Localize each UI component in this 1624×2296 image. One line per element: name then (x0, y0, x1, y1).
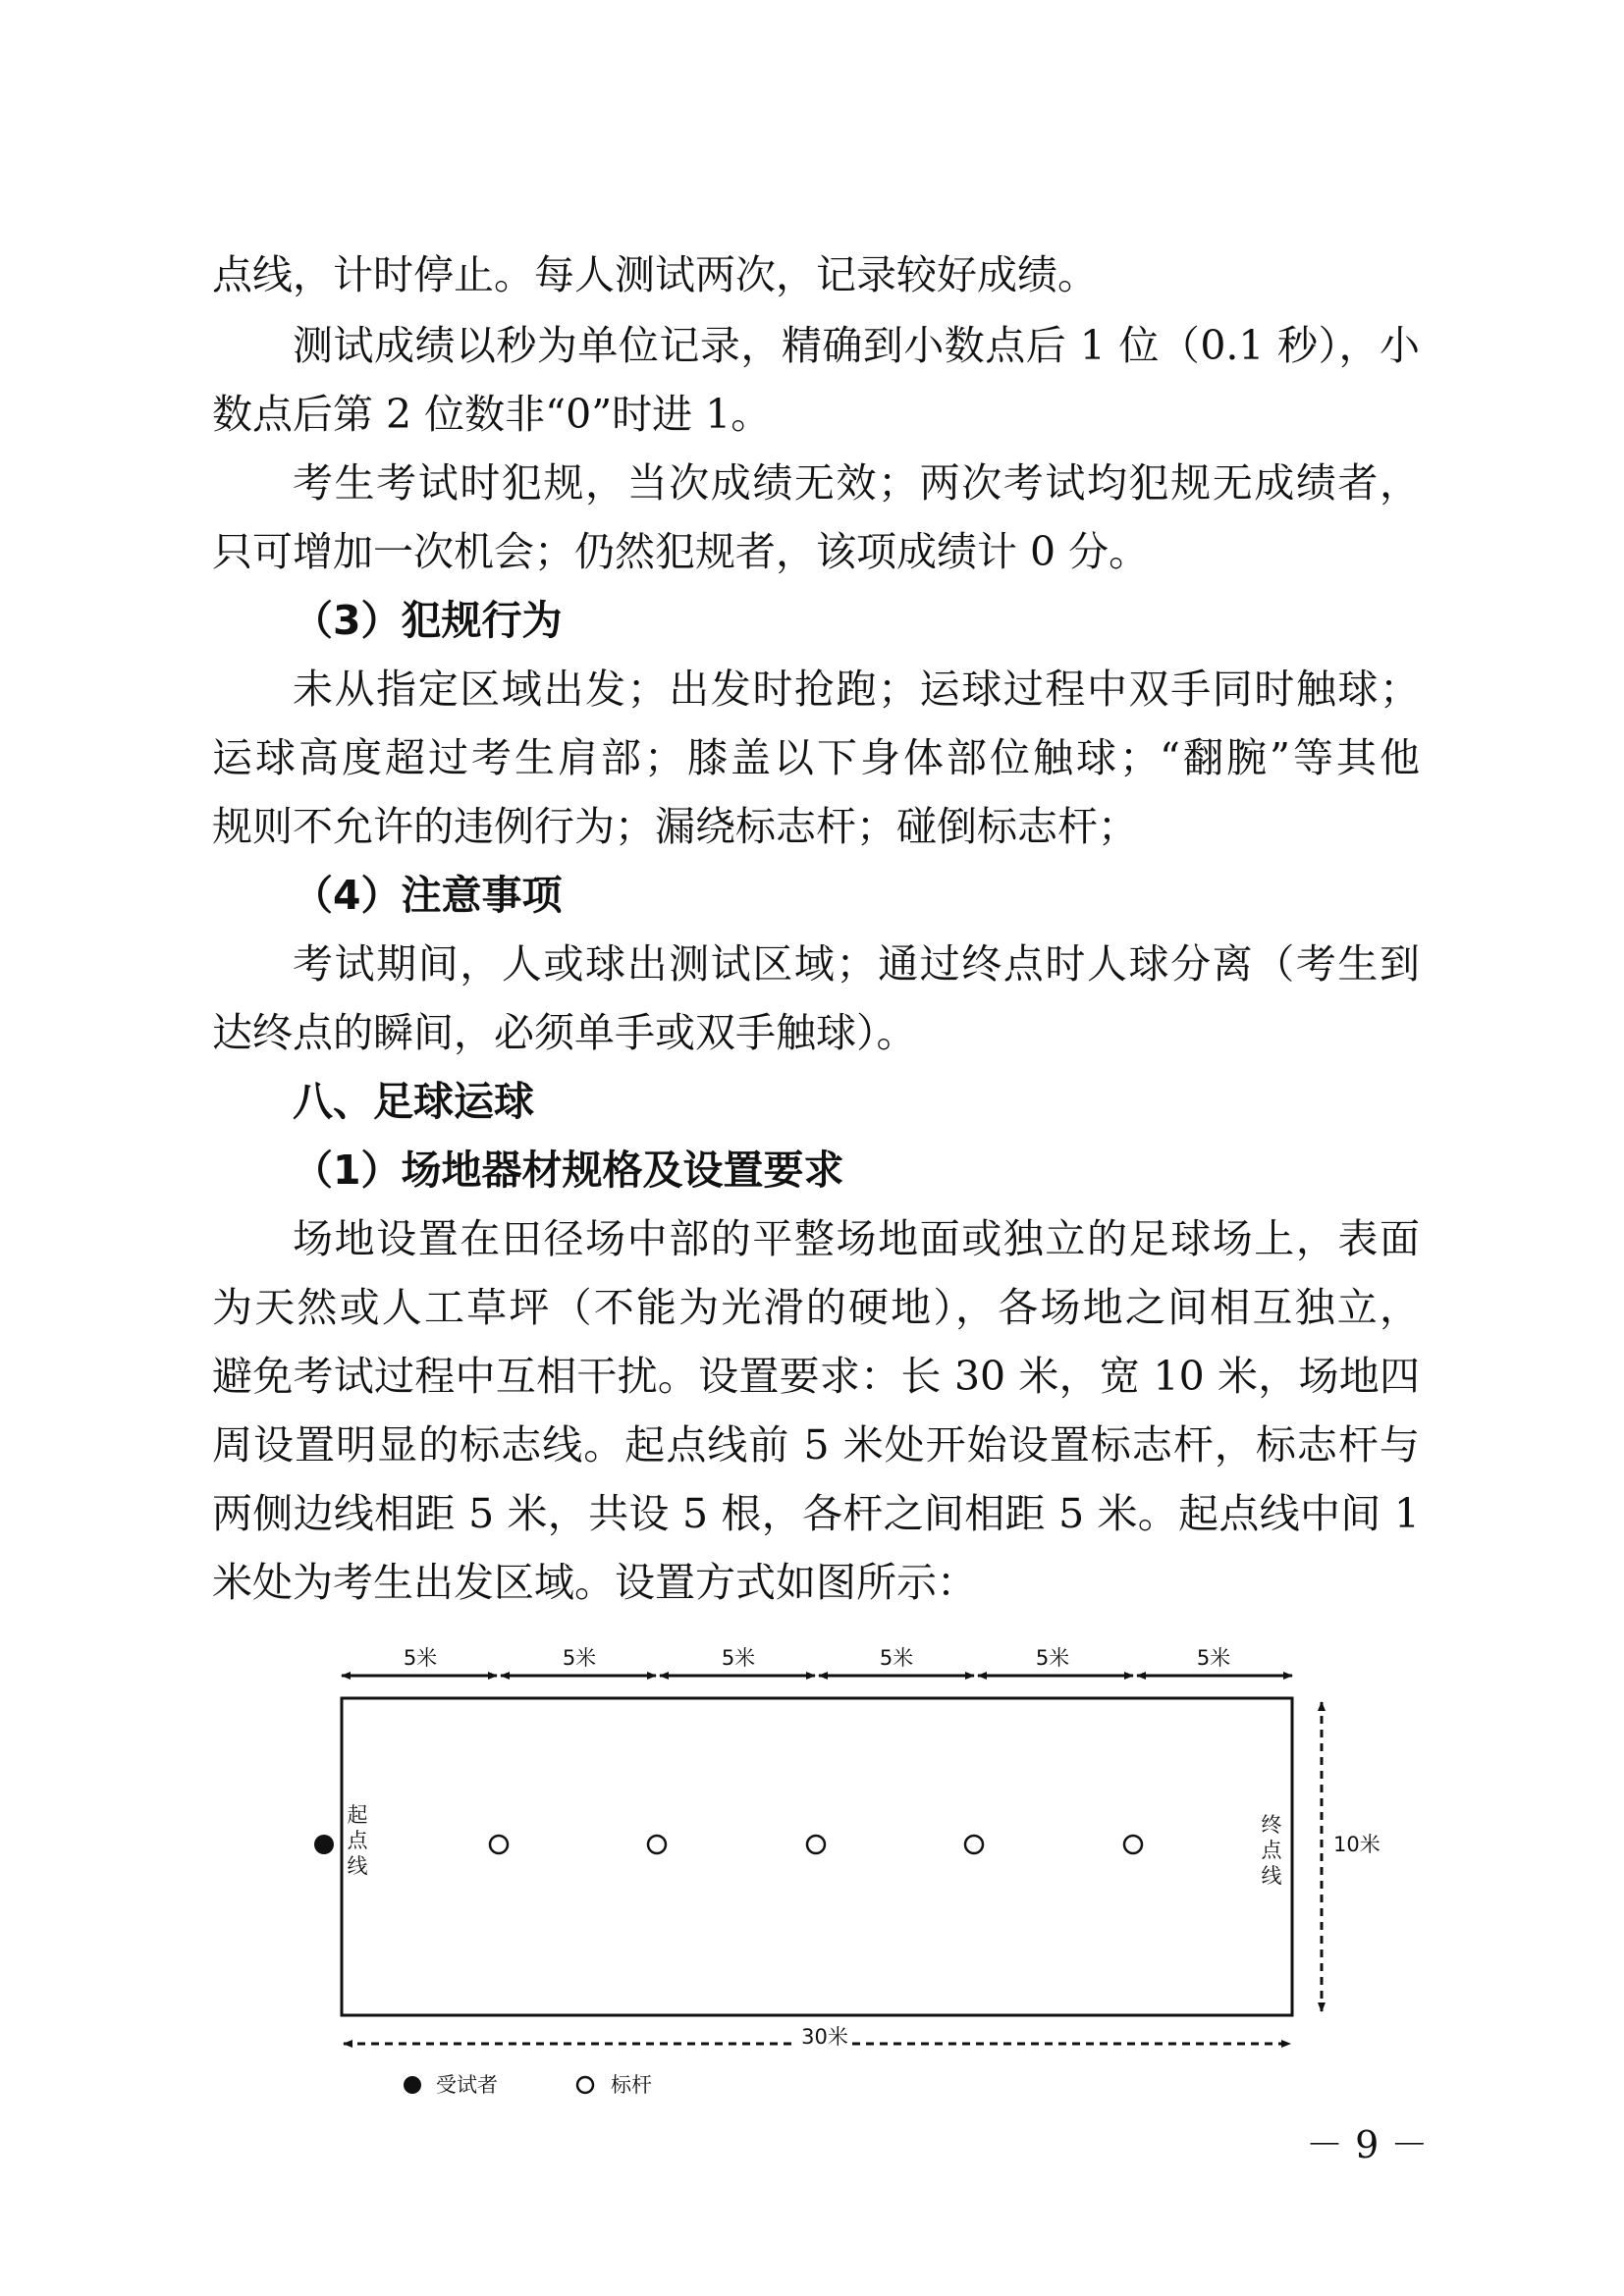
text-line-7: 运球高度超过考生肩部；膝盖以下身体部位触球；“翻腕”等其他 (212, 734, 1420, 781)
pole-5 (1124, 1836, 1142, 1853)
segment-label-3: 5米 (721, 1646, 756, 1670)
pole-1 (490, 1836, 508, 1853)
text-line-5: 只可增加一次机会；仍然犯规者，该项成绩计 0 分。 (212, 528, 1150, 575)
width-label: 10米 (1333, 1833, 1380, 1856)
text-line-1: 点线，计时停止。每人测试两次，记录较好成绩。 (212, 251, 1098, 298)
text-line-16: 米处为考生出发区域。设置方式如图所示： (212, 1559, 977, 1606)
text-line-13: 避免考试过程中互相干扰。设置要求：长 30 米，宽 10 米，场地四 (212, 1353, 1420, 1400)
pole-2 (648, 1836, 666, 1853)
text-line-10: 达终点的瞬间，必须单手或双手触球）。 (212, 1009, 917, 1056)
segment-label-2: 5米 (562, 1646, 597, 1670)
page-number: － 9 － (1306, 2123, 1429, 2166)
finish-line-label-1: 终 (1261, 1813, 1282, 1837)
pole-4 (965, 1836, 983, 1853)
start-line-label-3: 线 (347, 1854, 368, 1878)
text-line-3: 数点后第 2 位数非“0”时进 1。 (212, 391, 772, 438)
text-line-9: 考试期间，人或球出测试区域；通过终点时人球分离（考生到 (293, 940, 1420, 988)
legend-pole-icon (577, 2077, 593, 2093)
text-line-4: 考生考试时犯规，当次成绩无效；两次考试均犯规无成绩者， (293, 459, 1420, 507)
text-line-2: 测试成绩以秒为单位记录，精确到小数点后 1 位（0.1 秒），小 (293, 322, 1420, 369)
examinee-marker (314, 1835, 334, 1854)
legend-pole-label: 标杆 (611, 2073, 652, 2097)
length-label: 30米 (801, 2025, 848, 2049)
text-line-11: 场地设置在田径场中部的平整场地面或独立的足球场上，表面 (293, 1215, 1420, 1262)
field-boundary (342, 1698, 1292, 2015)
heading-venue: （1）场地器材规格及设置要求 (293, 1147, 844, 1194)
heading-section-8: 八、足球运球 (293, 1078, 534, 1125)
pole-3 (807, 1836, 825, 1853)
poles (490, 1836, 1142, 1853)
start-line-label-1: 起 (347, 1803, 368, 1827)
segment-label-1: 5米 (403, 1646, 438, 1670)
segment-label-6: 5米 (1196, 1646, 1231, 1670)
segment-label-4: 5米 (879, 1646, 914, 1670)
text-line-14: 周设置明显的标志线。起点线前 5 米处开始设置标志杆，标志杆与 (212, 1421, 1420, 1468)
text-line-8: 规则不允许的违例行为；漏绕标志杆；碰倒标志杆； (212, 803, 1138, 850)
finish-line-label-2: 点 (1261, 1839, 1282, 1862)
legend-examinee-icon (404, 2076, 421, 2094)
finish-line-label-3: 线 (1261, 1864, 1282, 1888)
segment-label-5: 5米 (1035, 1646, 1070, 1670)
text-line-15: 两侧边线相距 5 米，共设 5 根，各杆之间相距 5 米。起点线中间 1 (212, 1490, 1420, 1537)
heading-notes: （4）注意事项 (293, 872, 563, 919)
segment-labels (404, 1646, 1230, 1670)
text-line-6: 未从指定区域出发；出发时抢跑；运球过程中双手同时触球； (293, 666, 1420, 713)
start-line-label-2: 点 (347, 1829, 368, 1852)
legend-examinee-label: 受试者 (436, 2073, 498, 2097)
heading-violations: （3）犯规行为 (293, 597, 563, 644)
text-line-12: 为天然或人工草坪（不能为光滑的硬地），各场地之间相互独立， (212, 1284, 1420, 1331)
